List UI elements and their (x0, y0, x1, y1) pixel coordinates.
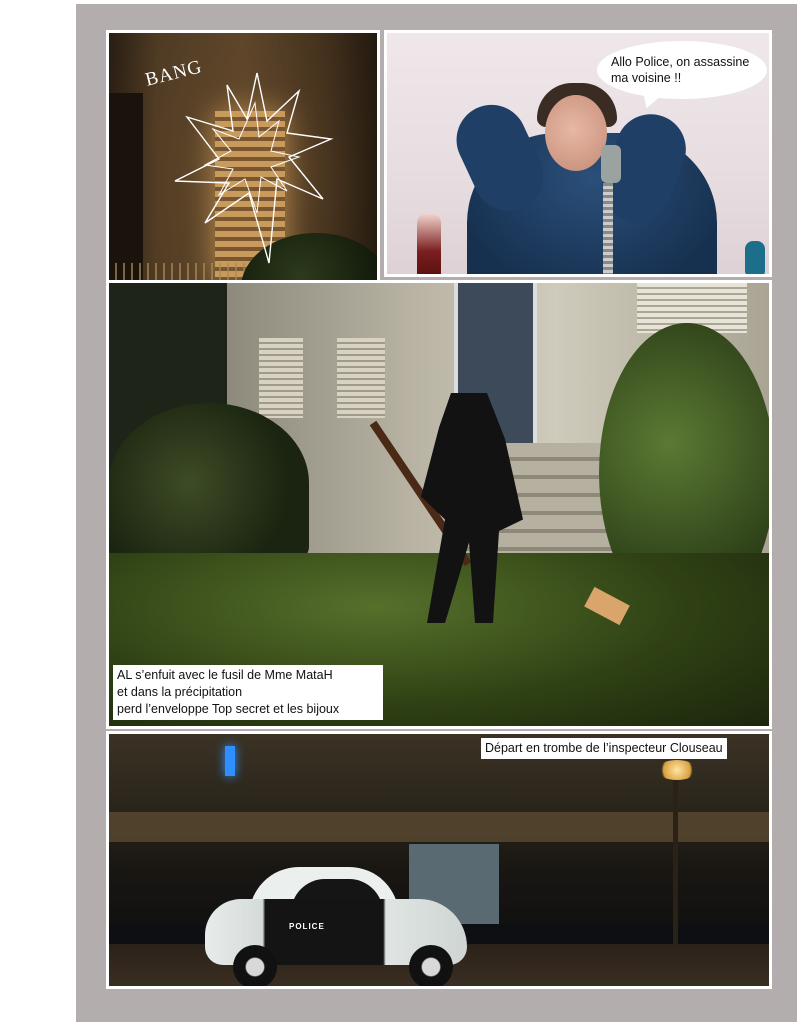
wheel-icon (233, 945, 277, 989)
shutter (337, 338, 385, 418)
panel-phone-call (384, 30, 772, 277)
speech-bubble (597, 41, 767, 99)
caption-line: AL s’enfuit avec le fusil de Mme MataH (117, 668, 333, 682)
bang-sound-effect: BANG (143, 56, 205, 91)
phone-cord (603, 183, 613, 277)
street-lamp-icon (657, 760, 697, 780)
shutter (259, 338, 303, 418)
police-car (205, 867, 467, 987)
man-face (545, 95, 607, 171)
caption-line: perd l’enveloppe Top secret et les bijoux (117, 702, 340, 716)
garden-shrubs (109, 403, 309, 563)
telephone-handset-icon (601, 145, 621, 183)
police-caption: Départ en trombe de l’inspecteur Clouseau (481, 738, 727, 759)
wheel-icon (409, 945, 453, 989)
panel-police-car (106, 731, 772, 989)
escape-caption (113, 665, 383, 720)
oil-lamp (417, 213, 441, 277)
speech-bubble-text: Allo Police, on assassine ma voisine !! (611, 55, 750, 85)
police-label: POLICE (289, 922, 325, 931)
blue-vase (745, 241, 765, 277)
caption-line: et dans la précipitation (117, 685, 243, 699)
panel-escape (106, 280, 772, 729)
blue-sign-light (225, 746, 235, 776)
